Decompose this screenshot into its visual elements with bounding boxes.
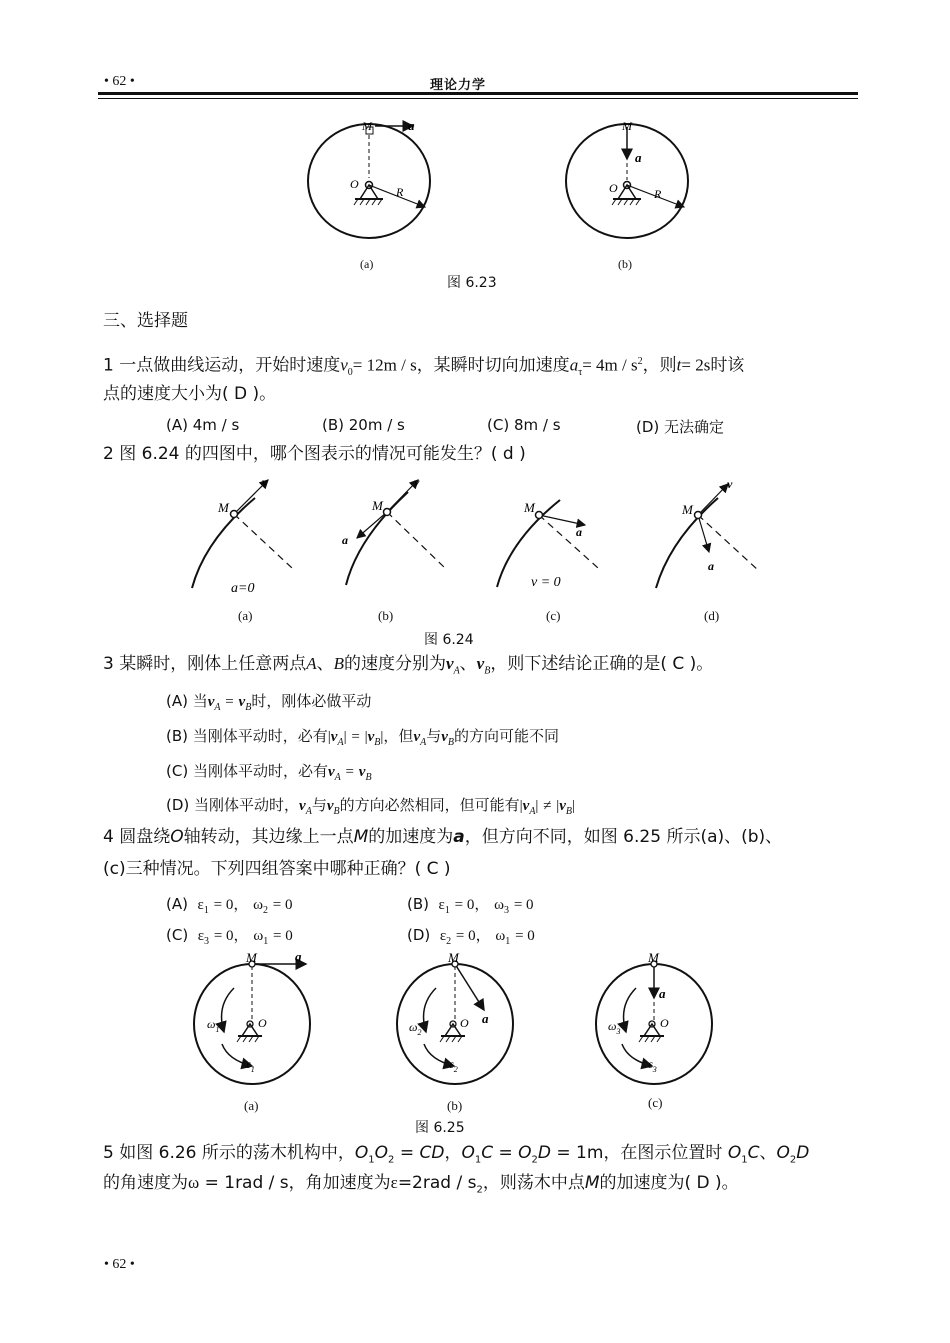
fig625-b-label-O: O xyxy=(460,1016,469,1030)
fig623-b-label-R: R xyxy=(654,187,662,201)
fig625-c-label-M: M xyxy=(648,950,659,965)
q4-option-d[interactable]: (D) $\varepsilon_2 = 0$， $\omega_1 = 0$ xyxy=(407,926,535,947)
q1-line1: 1 一点做曲线运动，开始时速度$v_0= 12m / s$，某瞬时切向加速度$a_\tau= 4m / s^2$，则t= 2s时该 xyxy=(103,355,745,379)
fig624-a-label-M: M xyxy=(218,500,229,515)
fig624-sub-a: (a) xyxy=(238,608,253,623)
fig623-a-label-R: R xyxy=(396,185,404,199)
fig623-a-label-M: M xyxy=(362,119,372,133)
fig624-d-label-M: M xyxy=(682,502,693,517)
fig625-c-diagram xyxy=(596,950,712,1084)
fig625-sub-b: (b) xyxy=(447,1098,463,1113)
q1-option-b[interactable]: (B) 20m / s xyxy=(322,416,405,434)
q5-line2: 的角速度为ω = 1rad / s，角加速度为$\varepsilon=2rad / s_2$，则荡木中点M的加速度为( D )。 xyxy=(103,1173,739,1196)
fig623-sub-a: (a) xyxy=(360,257,374,271)
fig624-d-label-a: a xyxy=(708,559,714,573)
q1-option-c[interactable]: (C) 8m / s xyxy=(487,416,561,434)
fig624-d-diagram xyxy=(656,477,758,588)
fig625-a-label-M: M xyxy=(246,950,257,965)
fig624-caption: 图 6.24 xyxy=(424,632,474,648)
fig624-sub-c: (c) xyxy=(546,608,561,623)
fig624-c-diagram xyxy=(497,500,598,590)
fig624-a-note: a=0 xyxy=(231,581,255,596)
q1-option-d[interactable]: (D) 无法确定 xyxy=(636,418,725,436)
q3-option-b[interactable]: (B) 当刚体平动时，必有$|v_A| = |v_B|$，但$v_A$与$v_B$的方向可能不同 xyxy=(166,727,560,748)
fig624-c-label-M: M xyxy=(524,500,535,515)
header-book-title: 理论力学 xyxy=(430,78,487,93)
fig625-c-label-O: O xyxy=(660,1016,669,1030)
fig623-a-label-a: a xyxy=(408,118,415,133)
fig624-b-label-a: a xyxy=(342,533,348,547)
fig625-caption: 图 6.25 xyxy=(415,1120,465,1136)
fig625-sub-a: (a) xyxy=(244,1098,259,1113)
fig624-b-diagram xyxy=(342,475,445,585)
section-title: 三、选择题 xyxy=(103,311,188,331)
q4-line1: 4 圆盘绕O轴转动，其边缘上一点M的加速度为a，但方向不同，如图 6.25 所示(a)、(b)、 xyxy=(103,827,783,847)
fig625-b-label-omega: $\omega_2$ xyxy=(409,1020,422,1037)
fig623-sub-b: (b) xyxy=(618,257,632,271)
fig624-b-label-v: v xyxy=(414,475,420,489)
fig625-b-label-M: M xyxy=(448,950,459,965)
fig625-b-diagram xyxy=(397,950,513,1084)
q3-option-a[interactable]: (A) 当$v_A = v_B$时，刚体必做平动 xyxy=(166,692,372,713)
fig623-a-label-O: O xyxy=(350,177,359,191)
fig625-a-label-eps: $\varepsilon_1$ xyxy=(246,1057,255,1074)
q4-option-b[interactable]: (B) $\varepsilon_1 = 0$， $\omega_3 = 0$ xyxy=(407,895,534,916)
fig624-d-label-v: v xyxy=(727,477,733,491)
fig625-b-label-eps: $\varepsilon_2$ xyxy=(449,1057,458,1074)
fig624-a-diagram xyxy=(192,475,292,596)
fig625-a-label-omega: $\omega_1$ xyxy=(207,1017,220,1034)
fig624-sub-d: (d) xyxy=(704,608,720,623)
fig623-caption: 图 6.23 xyxy=(447,275,497,291)
fig624-sub-b: (b) xyxy=(378,608,394,623)
q1-option-a[interactable]: (A) 4m / s xyxy=(166,416,240,434)
fig625-a-diagram xyxy=(194,949,310,1084)
q5-line1: 5 如图 6.26 所示的荡木机构中，$O_1O_2$ = CD，$O_1C = O_2D = 1m$，在图示位置时 $O_1C$、$O_2D$ xyxy=(103,1143,810,1166)
header-page-number: • 62 • xyxy=(104,74,135,89)
fig625-b-label-a: a xyxy=(482,1011,489,1026)
q4-line2: (c)三种情况。下列四组答案中哪种正确？( C ) xyxy=(103,859,451,879)
fig624-a-label-v: v xyxy=(262,475,268,489)
figure-6-23 xyxy=(0,0,950,300)
fig623-b-diagram xyxy=(566,119,688,238)
fig624-c-note: v = 0 xyxy=(531,575,561,590)
fig625-sub-c: (c) xyxy=(648,1095,663,1110)
q4-option-a[interactable]: (A) $\varepsilon_1 = 0$， $\omega_2 = 0$ xyxy=(166,895,293,916)
fig625-a-label-O: O xyxy=(258,1016,267,1030)
fig623-b-label-a: a xyxy=(635,150,642,165)
fig623-b-label-M: M xyxy=(622,119,632,133)
fig625-c-label-eps: $\varepsilon_3$ xyxy=(648,1057,657,1074)
fig625-c-label-omega: $\omega_3$ xyxy=(608,1019,621,1036)
fig625-a-label-a: a xyxy=(295,949,302,964)
figure-6-24 xyxy=(0,470,950,670)
fig623-b-label-O: O xyxy=(609,181,618,195)
q3-option-c[interactable]: (C) 当刚体平动时，必有$v_A = v_B$ xyxy=(166,762,372,783)
q3-stem: 3 某瞬时，刚体上任意两点A、B的速度分别为$v_A$、$v_B$，则下述结论正确的是( C )。 xyxy=(103,654,714,677)
fig625-c-label-a: a xyxy=(659,986,666,1001)
fig623-a-diagram xyxy=(308,118,430,238)
fig624-b-label-M: M xyxy=(372,498,383,513)
fig624-c-label-a: a xyxy=(576,525,582,539)
footer-page-number: • 62 • xyxy=(104,1257,135,1272)
figure-6-25 xyxy=(0,948,950,1108)
q2-text: 2 图 6.24 的四图中，哪个图表示的情况可能发生？( d ) xyxy=(103,444,526,464)
q1-line2: 点的速度大小为( D )。 xyxy=(103,384,277,404)
q4-option-c[interactable]: (C) $\varepsilon_3 = 0$， $\omega_1 = 0$ xyxy=(166,926,293,947)
q3-option-d[interactable]: (D) 当刚体平动时，$v_A$与$v_B$的方向必然相同，但可能有$|v_A| \ne |v_B|$ xyxy=(166,796,576,817)
